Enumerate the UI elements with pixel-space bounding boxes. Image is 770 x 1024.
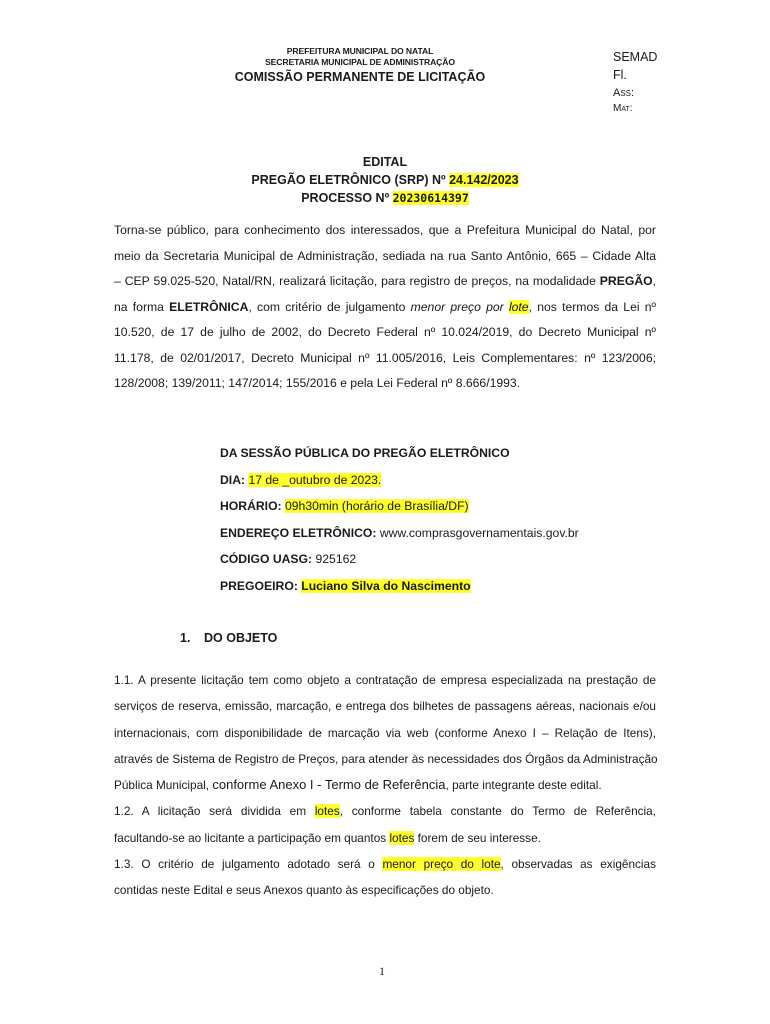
sessao-horario — [220, 493, 579, 520]
intro-row: meio da Secretaria Municipal de Administração, sediada na rua Santo Antônio, 665 – Cidade Alta — [114, 248, 656, 263]
sessao-dia — [220, 467, 579, 494]
body-row: 1.1. A presente licitação tem como objeto a contratação de empresa especializada na prestação de — [114, 673, 656, 687]
header-line-3: COMISSÃO PERMANENTE DE LICITAÇÃO — [234, 70, 486, 84]
body-text: forem de seu interesse. — [414, 830, 541, 845]
stamp-mat: Mat: — [613, 103, 633, 114]
body-highlight: menor preço do lote — [382, 857, 501, 872]
body-text-large: conforme Anexo I - Termo de Referência — [212, 777, 446, 793]
body-text: , conforme tabela constante do Termo de Referência, — [339, 804, 656, 819]
body-row: contidas neste Edital e seus Anexos quanto às especificações do objeto. — [114, 883, 494, 898]
intro-highlight: lote — [508, 299, 529, 314]
body-row: internacionais, com disponibilidade de marcação via web (conforme Anexo I – Relação de Itens), — [114, 725, 656, 740]
sessao-uasg — [220, 546, 579, 573]
page-number: 1 — [379, 964, 385, 978]
header-line-1: PREFEITURA MUNICIPAL DO NATAL — [286, 46, 434, 56]
dia-value: 17 de _outubro de 2023. — [248, 472, 382, 487]
section-title: DO OBJETO — [204, 631, 278, 645]
sessao-block — [220, 440, 579, 599]
processo-line — [200, 189, 570, 207]
body-row — [114, 772, 656, 798]
uasg-value: 925162 — [315, 552, 357, 566]
intro-row: 11.178, de 02/01/2017, Decreto Municipal nº 11.005/2016, Leis Complementares: nº 123/2006; — [114, 350, 656, 365]
intro-row — [114, 295, 656, 321]
body-text: facultando-se ao licitante a participação em quantos — [114, 830, 390, 845]
body-row — [114, 825, 656, 851]
intro-text: , — [652, 274, 656, 288]
protocol-stamp — [613, 48, 657, 116]
body-row: através de Sistema de Registro de Preços, para atender às necessidades dos Órgãos da Administração — [114, 751, 658, 766]
intro-row — [114, 269, 656, 295]
intro-bold: ELETRÔNICA — [169, 299, 249, 314]
intro-text: na forma — [114, 299, 170, 314]
header-line-2: SECRETARIA MUNICIPAL DE ADMINISTRAÇÃO — [265, 57, 455, 67]
intro-row: 128/2008; 139/2011; 147/2014; 155/2016 e pela Lei Federal nº 8.666/1993. — [114, 376, 521, 390]
sessao-endereco — [220, 520, 579, 547]
section-number: 1. — [180, 631, 191, 645]
intro-row: Torna-se público, para conhecimento dos interessados, que a Prefeitura Municipal do Natal, por — [114, 223, 656, 237]
horario-label: HORÁRIO: — [220, 499, 285, 513]
intro-text: , com critério de julgamento — [248, 299, 411, 314]
edital-title — [200, 153, 570, 207]
sessao-pregoeiro — [220, 573, 579, 600]
pregoeiro-label: PREGOEIRO: — [220, 578, 302, 593]
section-body — [114, 667, 656, 904]
body-row — [114, 798, 656, 824]
pregao-line — [200, 171, 570, 189]
sessao-heading: DA SESSÃO PÚBLICA DO PREGÃO ELETRÔNICO — [220, 446, 510, 460]
intro-text: , nos termos da Lei nº — [528, 299, 657, 314]
body-row — [114, 851, 656, 877]
intro-text: – CEP 59.025-520, Natal/RN, realizará licitação, para registro de preços, na modalidade — [114, 274, 600, 288]
stamp-fl: Fl. — [613, 68, 627, 82]
body-text: 1.3. O critério de julgamento adotado será o — [114, 857, 383, 872]
dia-label: DIA: — [220, 472, 249, 487]
processo-prefix: PROCESSO Nº — [301, 191, 393, 205]
intro-bold: PREGÃO — [599, 274, 653, 288]
endereco-label: ENDEREÇO ELETRÔNICO: — [220, 525, 380, 540]
body-highlight: lotes — [314, 804, 340, 819]
pregao-number: 24.142/2023 — [449, 173, 519, 187]
stamp-ass: Ass: — [613, 87, 635, 99]
body-highlight: lotes — [389, 830, 415, 845]
horario-value: 09h30min (horário de Brasília/DF) — [285, 499, 469, 513]
processo-number: 20230614397 — [392, 191, 469, 205]
pregoeiro-value: Luciano Silva do Nascimento — [301, 578, 471, 593]
intro-italic: menor preço por — [410, 299, 509, 314]
edital-label: EDITAL — [362, 155, 408, 169]
body-row: serviços de reserva, emissão, marcação, e entrega dos bilhetes de passagens aéreas, nacionais e/ou — [114, 699, 656, 714]
body-text: Pública Municipal, — [114, 778, 213, 793]
pregao-prefix: PREGÃO ELETRÔNICO (SRP) Nº — [251, 173, 450, 187]
body-text: 1.2. A licitação será dividida em — [114, 804, 315, 819]
intro-row: 10.520, de 17 de julho de 2002, do Decreto Federal nº 10.024/2019, do Decreto Municipal nº — [114, 325, 656, 339]
stamp-semad: SEMAD — [613, 50, 658, 64]
body-text: , parte integrante deste edital. — [445, 778, 602, 793]
body-text: , observadas as exigências — [500, 857, 656, 872]
uasg-label: CÓDIGO UASG: — [220, 552, 316, 566]
intro-paragraph — [114, 218, 656, 397]
section-heading — [180, 631, 277, 645]
document-header — [200, 46, 520, 85]
endereco-value: www.comprasgovernamentais.gov.br — [379, 525, 579, 540]
